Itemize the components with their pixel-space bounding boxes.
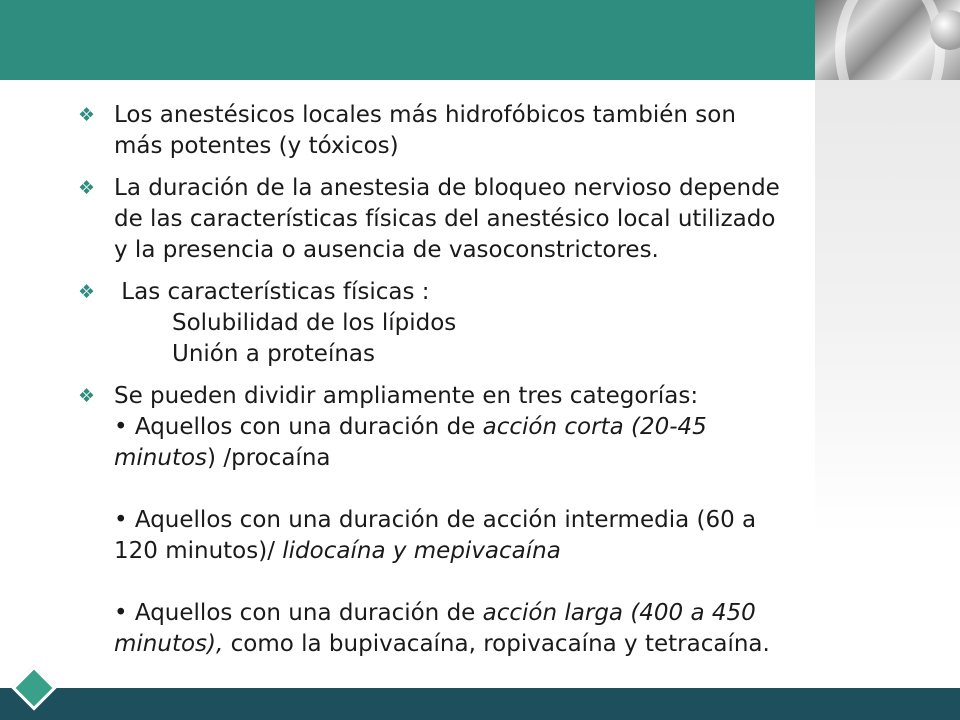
text-line: más potentes (y tóxicos)	[114, 133, 399, 159]
text-line: y la presencia o ausencia de vasoconstrictores.	[114, 237, 659, 263]
text-span: como la bupivacaína, ropivacaína y tetracaína.	[223, 631, 770, 657]
category-line	[114, 629, 878, 660]
bullet-item-1	[78, 100, 878, 162]
category-line	[114, 443, 878, 474]
text-span: • Aquellos con una duración de	[114, 600, 483, 626]
bullet-text	[114, 277, 878, 370]
text-line: Se pueden dividir ampliamente en tres categorías:	[114, 383, 699, 409]
italic-span: acción larga (400 a 450	[482, 600, 756, 626]
italic-span: acción corta (20-45	[482, 414, 707, 440]
four-diamond-bullet-icon: ❖	[78, 177, 96, 199]
spacer	[114, 474, 878, 505]
category-line	[114, 412, 878, 443]
text-line: La duración de la anestesia de bloqueo nervioso depende	[114, 175, 780, 201]
text-span: 120 minutos)/	[114, 538, 283, 564]
header-bar	[0, 0, 960, 80]
sub-item: Solubilidad de los lípidos	[172, 310, 457, 336]
bullet-item-2	[78, 173, 878, 266]
category-line	[114, 598, 878, 629]
category-line	[114, 536, 878, 567]
italic-span: lidocaína y mepivacaína	[282, 538, 561, 564]
text-span: • Aquellos con una duración de	[114, 414, 483, 440]
sub-item: Unión a proteínas	[172, 341, 376, 367]
text-line: Las características físicas :	[114, 279, 430, 305]
text-span: • Aquellos con una duración de acción intermedia (60 a	[114, 507, 757, 533]
italic-span: minutos	[114, 445, 208, 471]
four-diamond-bullet-icon: ❖	[78, 104, 96, 126]
bullet-item-4	[78, 381, 878, 660]
text-line: Los anestésicos locales más hidrofóbicos también son	[114, 102, 736, 128]
text-span: ) /procaína	[207, 445, 331, 471]
text-line: de las características físicas del anestésico local utilizado	[114, 206, 776, 232]
slide-content	[78, 100, 878, 671]
category-line	[114, 505, 878, 536]
bullet-text	[114, 173, 878, 266]
bullet-text	[114, 381, 878, 660]
decorative-metal-image	[815, 0, 960, 80]
bullet-item-3	[78, 277, 878, 370]
footer-bar	[0, 688, 960, 720]
spacer	[114, 567, 878, 598]
bullet-text	[114, 100, 878, 162]
four-diamond-bullet-icon: ❖	[78, 281, 96, 303]
four-diamond-bullet-icon: ❖	[78, 385, 96, 407]
italic-span: minutos),	[114, 631, 224, 657]
